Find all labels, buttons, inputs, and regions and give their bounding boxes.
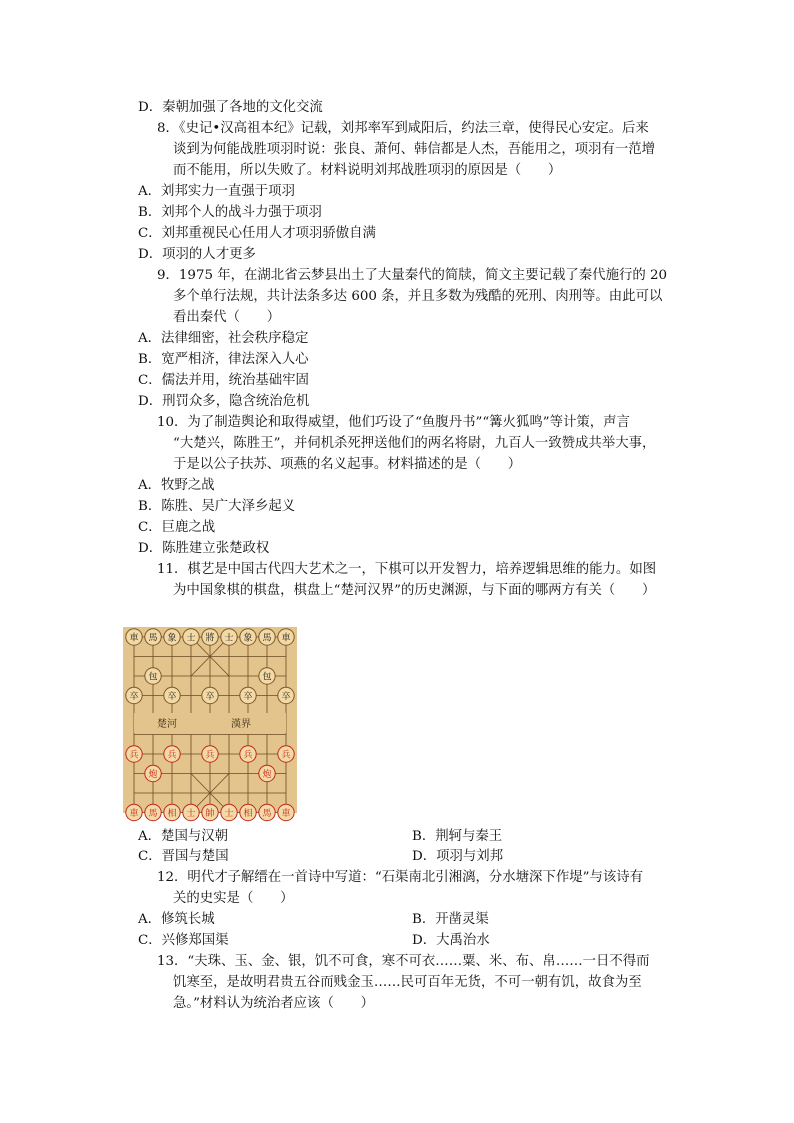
q10-option-a: A．牧野之战 <box>138 478 215 493</box>
river-label-han: 漢界 <box>231 719 251 730</box>
q10-stem-line-1: 10．为了制造舆论和取得威望，他们巧设了“鱼腹丹书”“篝火狐鸣”等计策，声言 <box>157 415 630 430</box>
q8-stem-line-3: 而不能用，所以失败了。材料说明刘邦战胜项羽的原因是（ ） <box>173 163 562 178</box>
q11-option-c: C．晋国与楚国 <box>138 849 229 864</box>
q11-stem-line-1: 11．棋艺是中国古代四大艺术之一，下棋可以开发智力，培养逻辑思维的能力。如图 <box>157 562 657 577</box>
piece-label: 車 <box>281 808 291 819</box>
q12-option-d: D．大禹治水 <box>412 933 490 948</box>
q12-stem-line-1: 12．明代才子解缙在一首诗中写道：“石渠南北引湘漓，分水塘深下作堤”与该诗有 <box>157 870 644 885</box>
piece-label: 將 <box>205 633 215 644</box>
black-piece <box>145 629 161 645</box>
q9-option-c: C．儒法并用，统治基础牢固 <box>138 373 309 388</box>
q11-stem-line-2: 为中国象棋的棋盘，棋盘上“楚河汉界”的历史渊源，与下面的哪两方有关（ ） <box>173 583 656 598</box>
red-soldier-piece <box>164 746 180 762</box>
piece-label: 帥 <box>205 808 215 819</box>
piece-label: 馬 <box>148 633 158 644</box>
piece-label: 馬 <box>148 808 158 819</box>
q10-option-b: B．陈胜、吴广大泽乡起义 <box>138 499 296 514</box>
q8-option-d: D．项羽的人才更多 <box>138 247 256 262</box>
piece-label: 卒 <box>205 691 215 702</box>
q12-stem-line-2: 关的史实是（ ） <box>173 891 294 906</box>
piece-label: 馬 <box>262 808 272 819</box>
black-piece <box>240 629 256 645</box>
q8-option-b: B．刘邦个人的战斗力强于项羽 <box>138 205 322 220</box>
piece-label: 兵 <box>281 750 291 761</box>
red-piece <box>202 804 218 820</box>
q8-stem-line-2: 谈到为何能战胜项羽时说：张良、萧何、韩信都是人杰，吾能用之，项羽有一范增 <box>173 142 656 157</box>
red-piece <box>278 804 294 820</box>
black-cannon-piece <box>259 668 275 684</box>
piece-label: 卒 <box>243 691 253 702</box>
red-piece <box>259 804 275 820</box>
q13-stem-line-2: 饥寒至，是故明君贵五谷而贱金玉……民可百年无货，不可一朝有饥，故食为至 <box>173 975 642 990</box>
q11-option-d: D．项羽与刘邦 <box>412 849 504 864</box>
red-piece <box>221 804 237 820</box>
piece-label: 兵 <box>205 750 215 761</box>
piece-label: 車 <box>281 633 291 644</box>
piece-label: 士 <box>186 633 196 644</box>
black-piece <box>221 629 237 645</box>
piece-label: 相 <box>167 808 177 819</box>
piece-label: 包 <box>262 672 272 683</box>
q10-stem-line-2: “大楚兴，陈胜王”，并伺机杀死押送他们的两名将尉，九百人一致赞成共举大事， <box>173 436 656 451</box>
piece-label: 士 <box>224 633 234 644</box>
red-piece <box>164 804 180 820</box>
piece-label: 士 <box>224 808 234 819</box>
q11-option-b: B．荆轲与秦王 <box>412 829 503 844</box>
red-piece <box>126 804 142 820</box>
red-piece <box>183 804 199 820</box>
black-piece <box>164 629 180 645</box>
black-piece <box>126 629 142 645</box>
piece-label: 相 <box>243 808 253 819</box>
red-soldier-piece <box>126 746 142 762</box>
red-piece <box>145 804 161 820</box>
piece-label: 車 <box>129 633 139 644</box>
piece-label: 卒 <box>129 691 139 702</box>
black-soldier-piece <box>202 687 218 703</box>
q9-option-d: D．刑罚众多，隐含统治危机 <box>138 394 310 409</box>
river-label-chu: 楚河 <box>157 719 177 730</box>
q9-stem-line-1: 9．1975 年，在湖北省云梦县出土了大量秦代的简牍，简文主要记载了秦代施行的 20 <box>157 268 668 283</box>
piece-label: 馬 <box>262 633 272 644</box>
chinese-chess-board-figure <box>123 627 297 819</box>
q13-stem-line-3: 急。”材料认为统治者应该（ ） <box>173 996 375 1011</box>
red-cannon-piece <box>145 765 161 781</box>
q12-option-b: B．开凿灵渠 <box>412 912 489 927</box>
piece-label: 炮 <box>262 769 272 780</box>
black-soldier-piece <box>240 687 256 703</box>
q8-option-a: A．刘邦实力一直强于项羽 <box>138 184 295 199</box>
black-soldier-piece <box>278 687 294 703</box>
q10-stem-line-3: 于是以公子扶苏、项燕的名义起事。材料描述的是（ ） <box>173 457 522 472</box>
piece-label: 包 <box>148 672 158 683</box>
q12-option-a: A．修筑长城 <box>138 912 215 927</box>
q9-option-b: B．宽严相济，律法深入人心 <box>138 352 309 367</box>
piece-label: 炮 <box>148 769 158 780</box>
piece-label: 兵 <box>243 750 253 761</box>
q10-option-d: D．陈胜建立张楚政权 <box>138 541 270 556</box>
red-soldier-piece <box>202 746 218 762</box>
piece-label: 象 <box>167 633 177 644</box>
black-cannon-piece <box>145 668 161 684</box>
q10-option-c: C．巨鹿之战 <box>138 520 216 535</box>
black-soldier-piece <box>164 687 180 703</box>
red-soldier-piece <box>278 746 294 762</box>
q9-stem-line-3: 看出秦代（ ） <box>173 310 281 325</box>
black-soldier-piece <box>126 687 142 703</box>
black-piece <box>259 629 275 645</box>
piece-label: 卒 <box>167 691 177 702</box>
piece-label: 士 <box>186 808 196 819</box>
black-piece <box>278 629 294 645</box>
red-cannon-piece <box>259 765 275 781</box>
piece-label: 車 <box>129 808 139 819</box>
q9-stem-line-2: 多个单行法规，共计法条多达 600 条，并且多数为残酷的死刑、肉刑等。由此可以 <box>173 289 663 304</box>
q8-option-c: C．刘邦重视民心任用人才项羽骄傲自满 <box>138 226 376 241</box>
piece-label: 兵 <box>167 750 177 761</box>
q7-option-d: D．秦朝加强了各地的文化交流 <box>138 100 323 115</box>
red-piece <box>240 804 256 820</box>
red-soldier-piece <box>240 746 256 762</box>
piece-label: 象 <box>243 633 253 644</box>
piece-label: 卒 <box>281 691 291 702</box>
q9-option-a: A．法律细密，社会秩序稳定 <box>138 331 309 346</box>
q13-stem-line-1: 13．“夫珠、玉、金、银，饥不可食，寒不可衣……粟、米、布、帛……一日不得而 <box>157 954 650 969</box>
q11-option-a: A．楚国与汉朝 <box>138 829 229 844</box>
piece-label: 兵 <box>129 750 139 761</box>
q12-option-c: C．兴修郑国渠 <box>138 933 229 948</box>
black-piece <box>202 629 218 645</box>
q8-stem-line-1: 8．《史记•汉高祖本纪》记载，刘邦率军到咸阳后，约法三章，使得民心安定。后来 <box>157 121 649 136</box>
black-piece <box>183 629 199 645</box>
